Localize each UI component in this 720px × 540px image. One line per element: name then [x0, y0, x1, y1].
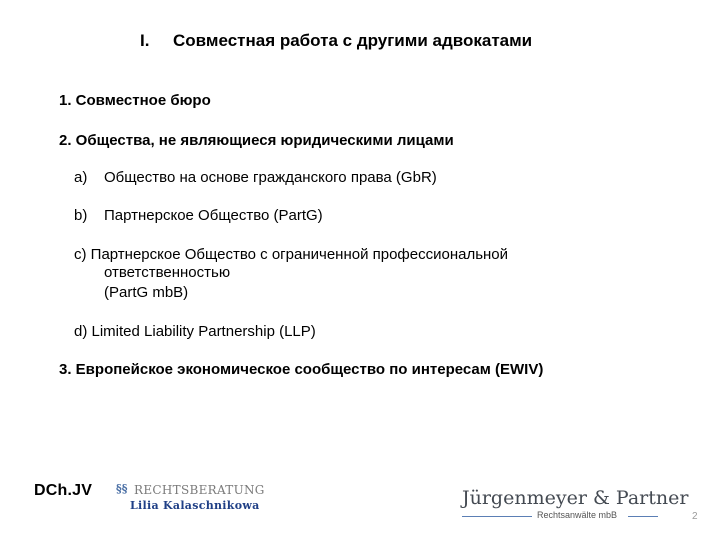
- title-number: I.: [140, 31, 150, 50]
- slide-title: Совместная работа с другими адвокатами: [173, 31, 533, 50]
- sub-item-b: Партнерское Общество (PartG): [104, 207, 323, 224]
- lawyer-name: Lilia Kalaschnikowa: [130, 499, 260, 512]
- sub-item-a: Общество на основе гражданского права (GbR): [104, 169, 437, 186]
- jurgenmeyer-partner-logo: Jürgenmeyer & Partner: [462, 487, 689, 509]
- page-number: 2: [692, 511, 698, 522]
- logo-rule-left: [462, 516, 532, 517]
- paragraph-icon: §§: [116, 482, 128, 495]
- jurgenmeyer-subtitle: Rechtsanwälte mbB: [537, 510, 618, 520]
- sub-item-c-line1: c) Партнерское Общество с ограниченной профессиональной: [74, 246, 509, 263]
- sub-item-c-line2: ответственностью: [104, 264, 231, 281]
- list-item-2: 2. Общества, не являющиеся юридическими лицами: [59, 132, 454, 149]
- dchjv-logo: DCh.JV: [34, 482, 93, 499]
- list-item-3: 3. Европейское экономическое сообщество по интересам (EWIV): [59, 361, 544, 378]
- sub-item-d: d) Limited Liability Partnership (LLP): [74, 323, 316, 340]
- sub-item-a-letter: a): [74, 169, 88, 186]
- sub-item-c-line3: (PartG mbB): [104, 284, 189, 301]
- list-item-1: 1. Совместное бюро: [59, 92, 211, 109]
- sub-item-b-letter: b): [74, 207, 88, 224]
- rechtsberatung-label: RECHTSBERATUNG: [134, 483, 265, 497]
- logo-rule-right: [628, 516, 658, 517]
